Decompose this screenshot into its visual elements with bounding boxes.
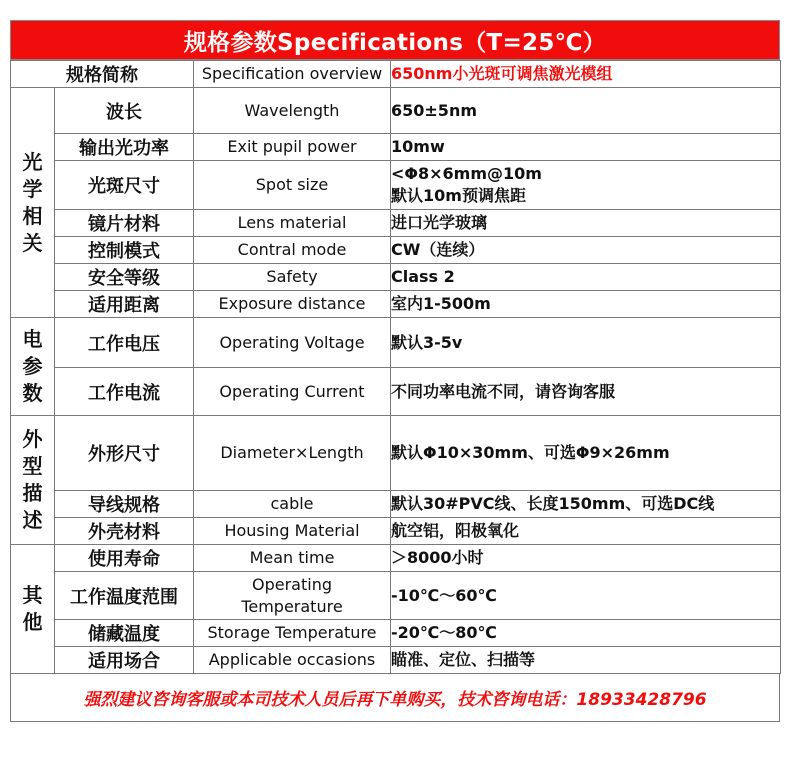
spec-row-overview xyxy=(11,61,781,88)
storage-temp-label-cn: 储藏温度 xyxy=(55,620,194,647)
applications-value: 瞄准、定位、扫描等 xyxy=(391,647,781,674)
voltage-value: 默认3-5v xyxy=(391,318,781,368)
spec-row-mode xyxy=(11,237,781,264)
power-label-en: Exit pupil power xyxy=(194,134,391,161)
life-label-cn: 使用寿命 xyxy=(55,545,194,572)
housing-label-en: Housing Material xyxy=(194,518,391,545)
group-shape: 外 型 描 述 xyxy=(11,416,55,545)
spec-row-storage-temp xyxy=(11,620,781,647)
mode-value: CW（连续） xyxy=(391,237,781,264)
distance-label-en: Exposure distance xyxy=(194,291,391,318)
group-other: 其 他 xyxy=(11,545,55,674)
spec-row-safety xyxy=(11,264,781,291)
lens-label-cn: 镜片材料 xyxy=(55,210,194,237)
spec-sheet xyxy=(10,20,780,722)
spec-row-cable xyxy=(11,491,781,518)
op-temp-label-en xyxy=(194,572,391,620)
op-temp-label-en-line1: Operating xyxy=(252,574,332,594)
overview-label-cn: 规格简称 xyxy=(11,61,194,88)
spot-value-line2: 默认10m预调焦距 xyxy=(391,186,526,205)
group-optical: 光 学 相 关 xyxy=(11,88,55,318)
current-label-en: Operating Current xyxy=(194,368,391,416)
wavelength-label-en: Wavelength xyxy=(194,88,391,134)
spec-row-life xyxy=(11,545,781,572)
housing-value: 航空铝，阳极氧化 xyxy=(391,518,781,545)
storage-temp-value: -20℃～80℃ xyxy=(391,620,781,647)
housing-label-cn: 外壳材料 xyxy=(55,518,194,545)
op-temp-label-cn: 工作温度范围 xyxy=(55,572,194,620)
life-label-en: Mean time xyxy=(194,545,391,572)
spec-row-distance xyxy=(11,291,781,318)
voltage-label-cn: 工作电压 xyxy=(55,318,194,368)
safety-label-cn: 安全等级 xyxy=(55,264,194,291)
spec-table xyxy=(10,60,781,674)
lens-value: 进口光学玻璃 xyxy=(391,210,781,237)
cable-label-en: cable xyxy=(194,491,391,518)
spec-row-spot xyxy=(11,161,781,210)
safety-label-en: Safety xyxy=(194,264,391,291)
op-temp-value: -10℃～60℃ xyxy=(391,572,781,620)
spot-value-line1: <Φ8×6mm@10m xyxy=(391,164,542,183)
mode-label-cn: 控制模式 xyxy=(55,237,194,264)
spot-value xyxy=(391,161,781,210)
mode-label-en: Contral mode xyxy=(194,237,391,264)
current-value: 不同功率电流不同，请咨询客服 xyxy=(391,368,781,416)
power-value: 10mw xyxy=(391,134,781,161)
footer-note: 强烈建议咨询客服或本司技术人员后再下单购买，技术咨询电话：18933428796 xyxy=(10,674,780,722)
spec-row-lens xyxy=(11,210,781,237)
spec-row-voltage xyxy=(11,318,781,368)
distance-label-cn: 适用距离 xyxy=(55,291,194,318)
life-value: ＞8000小时 xyxy=(391,545,781,572)
overview-value: 650nm小光斑可调焦激光模组 xyxy=(391,61,781,88)
group-electrical: 电 参 数 xyxy=(11,318,55,416)
spec-title: 规格参数Specifications（T=25℃） xyxy=(10,20,780,60)
lens-label-en: Lens material xyxy=(194,210,391,237)
spec-row-housing xyxy=(11,518,781,545)
wavelength-label-cn: 波长 xyxy=(55,88,194,134)
wavelength-value: 650±5nm xyxy=(391,88,781,134)
spec-row-applications xyxy=(11,647,781,674)
cable-label-cn: 导线规格 xyxy=(55,491,194,518)
dimension-label-en: Diameter×Length xyxy=(194,416,391,491)
voltage-label-en: Operating Voltage xyxy=(194,318,391,368)
applications-label-en: Applicable occasions xyxy=(194,647,391,674)
safety-value: Class 2 xyxy=(391,264,781,291)
cable-value: 默认30#PVC线、长度150mm、可选DC线 xyxy=(391,491,781,518)
spec-row-op-temp xyxy=(11,572,781,620)
spot-label-en: Spot size xyxy=(194,161,391,210)
storage-temp-label-en: Storage Temperature xyxy=(194,620,391,647)
spot-label-cn: 光斑尺寸 xyxy=(55,161,194,210)
applications-label-cn: 适用场合 xyxy=(55,647,194,674)
spec-row-dimension xyxy=(11,416,781,491)
overview-label-en: Specification overview xyxy=(194,61,391,88)
power-label-cn: 输出光功率 xyxy=(55,134,194,161)
spec-row-current xyxy=(11,368,781,416)
spec-row-wavelength xyxy=(11,88,781,134)
current-label-cn: 工作电流 xyxy=(55,368,194,416)
dimension-label-cn: 外形尺寸 xyxy=(55,416,194,491)
spec-row-power xyxy=(11,134,781,161)
op-temp-label-en-line2: Temperature xyxy=(241,596,343,616)
dimension-value: 默认Φ10×30mm、可选Φ9×26mm xyxy=(391,416,781,491)
distance-value: 室内1-500m xyxy=(391,291,781,318)
